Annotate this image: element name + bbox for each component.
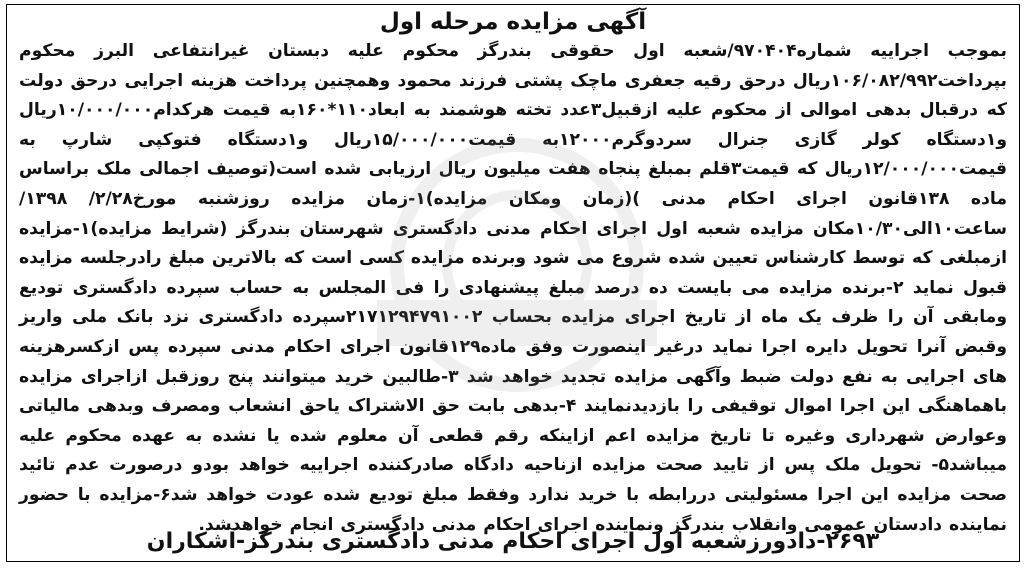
notice-title: آگهی مزایده مرحله اول <box>379 9 647 35</box>
notice-body: بموجب اجراییه شماره۹۷۰۴۰۴/شعبه اول حقوقی بندرگز محکوم علیه دبستان غیرانتفاعی البرز محکوم بپرداخت۱۰۶/۰۸۲/۹۹۲ریال درحق رقیه جعفری ماچک پشتی فرزند محمود وهمچنین پرداخت هزینه اجرایی درحق دولت که درقبال بدهی اموالی از محکوم علیه ازقبیل۳عدد تخته هوشمند به ابعاد۱۱۰*۱۶۰به قیمت هرکدام۱۰/۰۰۰/۰۰۰ریال و۱دستگاه کولر گازی جنرال سردوگرم۱۲۰۰۰به قیمت۱۵/۰۰۰/۰۰۰ریال و۱دستگاه فتوکپی شارپ به قیمت۱۲/۰۰۰/۰۰۰ریال که قیمت۳قلم بمبلغ پنجاه هفت میلیون ریال ارزیابی شده است(توصیف اجمالی ملک براساس ماده ۱۳۸قانون اجرای احکام مدنی )(زمان ومکان مزایده)۱-زمان مزایده روزشنبه مورخ۲/۲۸/ ۱۳۹۸/ساعت۱۰الی۱۰/۳۰مکان مزایده شعبه اول اجرای احکام مدنی دادگستری شهرستان بندرگز (شرایط مزایده)۱-مزایده ازمبلغی که توسط کارشناس تعیین شده شروع می شود وبرنده مزایده کسی است که بالاترین مبلغ رادرجلسه مزایده قبول نماید ۲-برنده مزایده می بایست ده درصد مبلغ پیشنهادی را فی المجلس به حساب سپرده دادگستری تودیع ومابقی آن را ظرف یک ماه از تاریخ اجرای مزایده بحساب ۲۱۷۱۲۹۴۷۹۱۰۰۲سپرده دادگستری نزد بانک ملی واریز وقبض آنرا تحویل دایره اجرا نماید درغیر اینصورت وفق ماده۱۲۹قانون اجرای احکام مدنی سپرده پس ازکسرهزینه های اجرایی به نفع دولت ضبط وآگهی مزایده تجدید خواهد شد ۳-طالبین خرید میتوانند پنج روزقبل ازاجرای مزایده باهماهنگی این اجرا اموال توقیفی را بازدیدنمایند ۴-بدهی بابت حق الاشتراک یاحق انشعاب ومصرف وبدهی مالیاتی وعوارض شهرداری وغیره تا تاریخ مزایده اعم ازاینکه رقم قطعی آن معلوم شده یا نشده به عهده محکوم علیه میباشد۵- تحویل ملک پس از تایید صحت مزایده ازناحیه دادگاه صادرکننده اجراییه خواهد بودو درصورت عدم تائید صحت مزایده این اجرا مسئولیتی دررابطه با خرید ندارد وفقط مبلغ تودیع شده عودت خواهد شد۶-مزایده با حضور نماینده دادستان عمومی وانقلاب بندرگز ونماینده اجرای احکام مدنی دادگستری انجام خواهدشد. <box>19 41 1008 535</box>
auction-notice <box>6 4 1020 562</box>
notice-footer: ۲۶۹۳-دادورزشعبه اول اجرای احکام مدنی دادگستری بندرگز-آشکاران <box>146 529 880 554</box>
